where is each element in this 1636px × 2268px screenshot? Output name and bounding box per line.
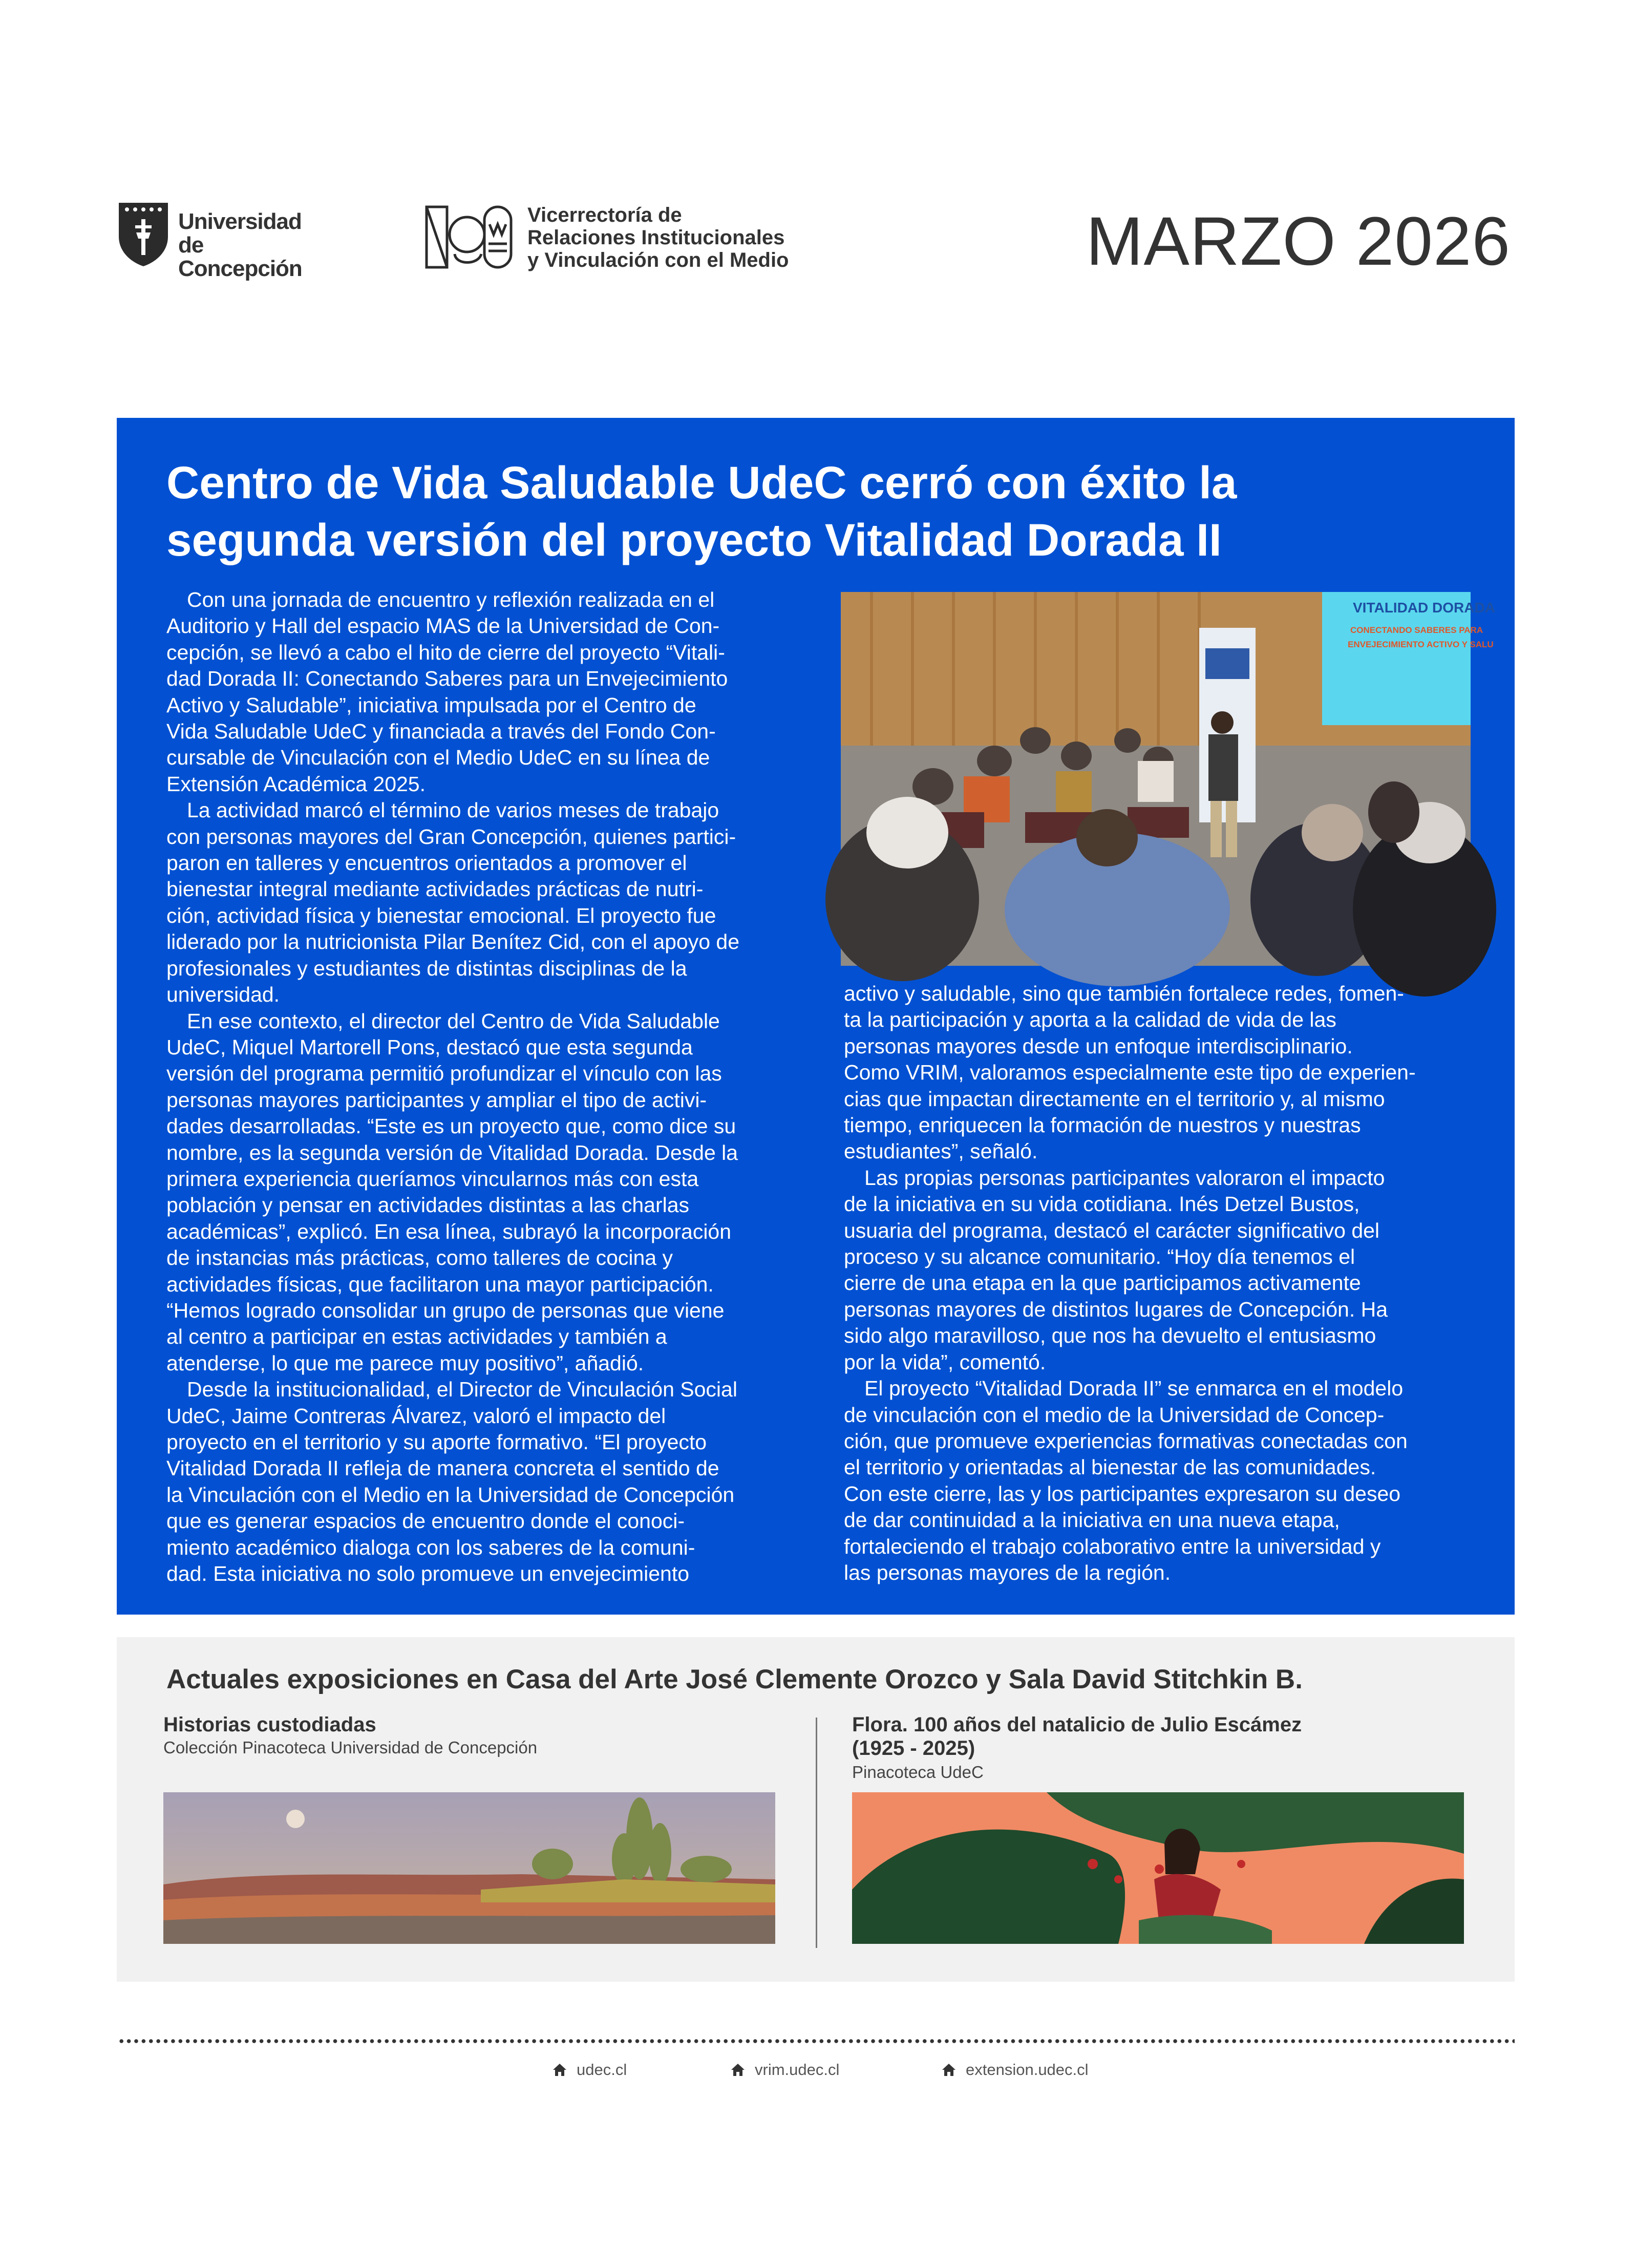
article-line: ta la participación y aporta a la calidad de vida de las <box>844 1008 1336 1032</box>
udec-logo <box>117 201 332 281</box>
article-line: de vinculación con el medio de la Universidad de Concep- <box>844 1403 1385 1427</box>
photo-screen-sub1: CONECTANDO SABERES PARA <box>1350 625 1483 635</box>
article-line: de la iniciativa en su vida cotidiana. Inés Detzel Bustos, <box>844 1192 1360 1216</box>
article-line: ción, actividad física y bienestar emocional. El proyecto fue <box>166 903 716 927</box>
flora-painting-image <box>852 1792 1464 1944</box>
landscape-painting-image <box>163 1792 775 1944</box>
article-line: tiempo, enriquecen la formación de nuestros y nuestras <box>844 1113 1361 1137</box>
exhibit-left-title: Historias custodiadas <box>163 1713 376 1736</box>
article-line: bienestar integral mediante actividades prácticas de nutri- <box>166 877 704 901</box>
article-line: cierre de una etapa en la que participamos activamente <box>844 1271 1361 1295</box>
photo-screen-title: VITALIDAD DORADA <box>1353 600 1495 616</box>
article-line: primera experiencia queríamos vincularnos más con esta <box>166 1167 699 1191</box>
article-line: Con una jornada de encuentro y reflexión realizada en el <box>187 588 715 611</box>
udec-name-line2: de Concepción <box>178 232 302 281</box>
article-body-right <box>844 981 1472 1586</box>
article-line: miento académico dialoga con los saberes de la comuni- <box>166 1535 695 1559</box>
article-line: activo y saludable, sino que también fortalece redes, fomen- <box>844 982 1404 1005</box>
article-line: Con este cierre, las y los participantes expresaron su deseo <box>844 1481 1401 1506</box>
article-line: UdeC, Miquel Martorell Pons, destacó que esta segunda <box>166 1035 693 1059</box>
photo-screen-sub2: ENVEJECIMIENTO ACTIVO Y SALU <box>1348 640 1494 649</box>
article-line: fortaleciendo el trabajo colaborativo entre la universidad y <box>844 1534 1381 1558</box>
issue-date: MARZO 2026 <box>1086 203 1511 280</box>
article-line: Auditorio y Hall del espacio MAS de la Universidad de Con- <box>166 614 720 638</box>
article-line: ción, que promueve experiencias formativas conectadas con <box>844 1429 1408 1453</box>
article-line: versión del programa permitió profundizar el vínculo con las <box>166 1062 722 1086</box>
article-line: Vitalidad Dorada II refleja de manera concreta el sentido de <box>166 1456 719 1480</box>
article-line: Como VRIM, valoramos especialmente este tipo de experien- <box>844 1061 1416 1085</box>
footer-link-udec[interactable] <box>552 2061 627 2079</box>
article-title-line2: segunda versión del proyecto Vitalidad Dorada II <box>166 514 1222 565</box>
article-line: dad Dorada II: Conectando Saberes para un Envejecimiento <box>166 667 728 691</box>
article-line: al centro a participar en estas actividades y también a <box>166 1325 667 1349</box>
exhibit-right-title <box>852 1713 1302 1760</box>
article-line: personas mayores desde un enfoque interdisciplinario. <box>844 1034 1353 1058</box>
article-line: de instancias más prácticas, como talleres de cocina y <box>166 1246 673 1270</box>
article-line: El proyecto “Vitalidad Dorada II” se enmarca en el modelo <box>864 1376 1404 1401</box>
article-line: paron en talleres y encuentros orientados a promover el <box>166 851 687 875</box>
article-line: Extensión Académica 2025. <box>166 772 426 796</box>
article-line: de dar continuidad a la iniciativa en una nueva etapa, <box>844 1508 1340 1532</box>
article-line: Las propias personas participantes valoraron el impacto <box>864 1165 1385 1190</box>
article-title-line1: Centro de Vida Saludable UdeC cerró con éxito la <box>166 457 1237 508</box>
udec-name-line1: Universidad <box>178 209 302 234</box>
article-line: cursable de Vinculación con el Medio UdeC en su línea de <box>166 746 710 770</box>
article-line: sido algo maravilloso, que nos ha devuelto el entusiasmo <box>844 1324 1376 1348</box>
article-line: población y pensar en actividades distintas a las charlas <box>166 1193 690 1217</box>
exhibitions-panel <box>117 1637 1515 1982</box>
article-line: proyecto en el territorio y su aporte formativo. “El proyecto <box>166 1430 707 1454</box>
article-panel <box>117 418 1515 1615</box>
article-title <box>166 454 1447 568</box>
exhibitions-heading: Actuales exposiciones en Casa del Arte José Clemente Orozco y Sala David Stitchkin B. <box>166 1664 1303 1694</box>
exhibit-right-image[interactable] <box>852 1792 1464 1944</box>
exhibit-left-image[interactable] <box>163 1792 775 1944</box>
exhibitions-divider <box>816 1718 817 1948</box>
footer-link-vrim[interactable] <box>730 2061 839 2079</box>
exhibit-right-subtitle: Pinacoteca UdeC <box>852 1763 984 1782</box>
article-line: las personas mayores de la región. <box>844 1560 1171 1584</box>
footer-link-extension-label: extension.udec.cl <box>966 2061 1089 2079</box>
home-icon <box>941 2062 957 2078</box>
article-line: estudiantes”, señaló. <box>844 1139 1038 1163</box>
home-icon <box>552 2062 567 2078</box>
article-line: actividades físicas, que facilitaron una mayor participación. <box>166 1272 714 1296</box>
vrim-logo <box>425 201 835 272</box>
footer-link-vrim-label: vrim.udec.cl <box>755 2061 840 2079</box>
article-line: la Vinculación con el Medio en la Universidad de Concepción <box>166 1482 735 1507</box>
udec-shield-icon <box>117 201 170 268</box>
event-photo-image <box>841 592 1495 966</box>
footer-dotted-divider <box>118 2039 1515 2043</box>
vrim-name-line1: Vicerrectoría de <box>527 204 682 226</box>
vrim-mark-icon <box>425 204 513 270</box>
article-line: liderado por la nutricionista Pilar Benítez Cid, con el apoyo de <box>166 930 740 954</box>
article-line: profesionales y estudiantes de distintas disciplinas de la <box>166 956 687 980</box>
article-line: Desde la institucionalidad, el Director de Vinculación Social <box>187 1377 737 1402</box>
article-line: proceso y su alcance comunitario. “Hoy día tenemos el <box>844 1245 1355 1269</box>
article-line: Vida Saludable UdeC y financiada a través del Fondo Con- <box>166 719 716 744</box>
article-line: cepción, se llevó a cabo el hito de cierre del proyecto “Vitali- <box>166 640 725 664</box>
footer-link-udec-label: udec.cl <box>577 2061 627 2079</box>
article-line: el territorio y orientadas al bienestar de las comunidades. <box>844 1455 1376 1479</box>
article-line: cias que impactan directamente en el territorio y, al mismo <box>844 1087 1385 1111</box>
footer-link-extension[interactable] <box>941 2061 1089 2079</box>
vrim-name-line2: Relaciones Institucionales <box>527 226 785 249</box>
article-line: Activo y Saludable”, iniciativa impulsada por el Centro de <box>166 693 696 717</box>
article-body-left <box>166 587 794 1587</box>
article-line: personas mayores de distintos lugares de Concepción. Ha <box>844 1297 1388 1321</box>
article-line: En ese contexto, el director del Centro de Vida Saludable <box>187 1009 720 1033</box>
article-line: “Hemos logrado consolidar un grupo de personas que viene <box>166 1298 725 1322</box>
exhibit-right-title-line2: (1925 - 2025) <box>852 1737 975 1760</box>
article-line: nombre, es la segunda versión de Vitalidad Dorada. Desde la <box>166 1140 738 1164</box>
article-line: UdeC, Jaime Contreras Álvarez, valoró el impacto del <box>166 1404 666 1428</box>
article-line: dad. Esta iniciativa no solo promueve un envejecimiento <box>166 1562 690 1586</box>
article-photo <box>841 592 1495 966</box>
vrim-name-line3: y Vinculación con el Medio <box>527 249 789 271</box>
exhibit-left-subtitle: Colección Pinacoteca Universidad de Concepción <box>163 1738 538 1757</box>
article-line: que es generar espacios de encuentro donde el conoci- <box>166 1509 685 1533</box>
article-line: universidad. <box>166 983 280 1007</box>
article-line: con personas mayores del Gran Concepción, quienes partici- <box>166 824 736 849</box>
exhibit-right-title-line1: Flora. 100 años del natalicio de Julio Escámez <box>852 1713 1302 1736</box>
article-line: académicas”, explicó. En esa línea, subrayó la incorporación <box>166 1219 732 1243</box>
article-line: por la vida”, comentó. <box>844 1350 1046 1374</box>
home-icon <box>730 2062 746 2078</box>
article-line: La actividad marcó el término de varios meses de trabajo <box>187 798 719 822</box>
article-line: usuaria del programa, destacó el carácter significativo del <box>844 1218 1380 1242</box>
article-line: dades desarrolladas. “Este es un proyecto que, como dice su <box>166 1114 736 1138</box>
article-line: personas mayores participantes y ampliar el tipo de activi- <box>166 1088 707 1112</box>
article-line: atenderse, lo que me parece muy positivo”, añadió. <box>166 1351 644 1375</box>
